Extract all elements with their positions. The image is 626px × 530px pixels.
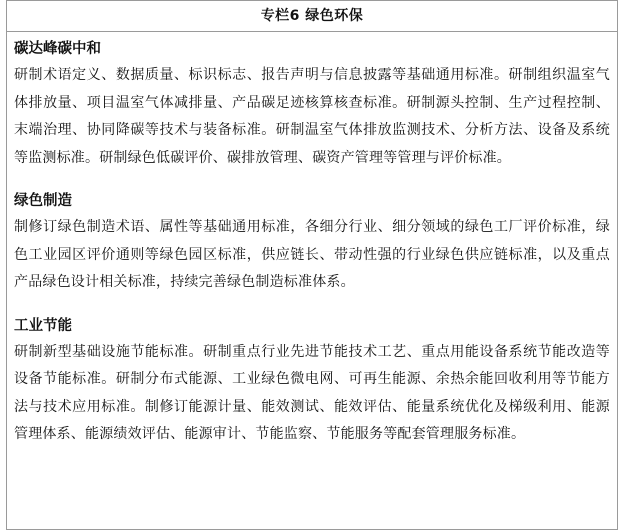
section-body: 研制术语定义、数据质量、标识标志、报告声明与信息披露等基础通用标准。研制组织温室气体排放量、项目温室气体减排量、产品碳足迹核算核查标准。研制源头控制、生产过程控制、末端治理、协同降碳等技术与装备标准。研制温室气体排放监测技术、分析方法、设备及系统等监测标准。研制绿色低碳评价、碳排放管理、碳资产管理等管理与评价标准。 — [14, 67, 610, 166]
section-body: 研制新型基础设施节能标准。研制重点行业先进节能技术工艺、重点用能设备系统节能改造等设备节能标准。研制分布式能源、工业绿色微电网、可再生能源、余热余能回收利用等节能方法与技术应用标准。制修订能源计量、能效测试、能效评估、能量系统优化及梯级利用、能源管理体系、能源绩效评估、能源审计、节能监察、节能服务等配套管理服务标准。 — [14, 343, 610, 442]
section-industrial-energy-saving — [14, 315, 610, 449]
green-environment-column-box — [6, 0, 618, 530]
column-title: 专栏6 绿色环保 — [7, 1, 617, 32]
section-gap — [14, 172, 610, 190]
section-carbon-peak-neutrality — [14, 38, 610, 172]
section-gap — [14, 297, 610, 315]
section-heading: 工业节能 — [14, 317, 72, 334]
section-heading: 碳达峰碳中和 — [14, 41, 101, 57]
column-content — [7, 32, 617, 449]
section-heading: 绿色制造 — [14, 193, 72, 209]
section-green-manufacturing — [14, 190, 610, 297]
section-body: 制修订绿色制造术语、属性等基础通用标准，各细分行业、细分领域的绿色工厂评价标准，绿色工业园区评价通则等绿色园区标准，供应链长、带动性强的行业绿色供应链标准，以及重点产品绿色设计相关标准，持续完善绿色制造标准体系。 — [14, 219, 610, 290]
